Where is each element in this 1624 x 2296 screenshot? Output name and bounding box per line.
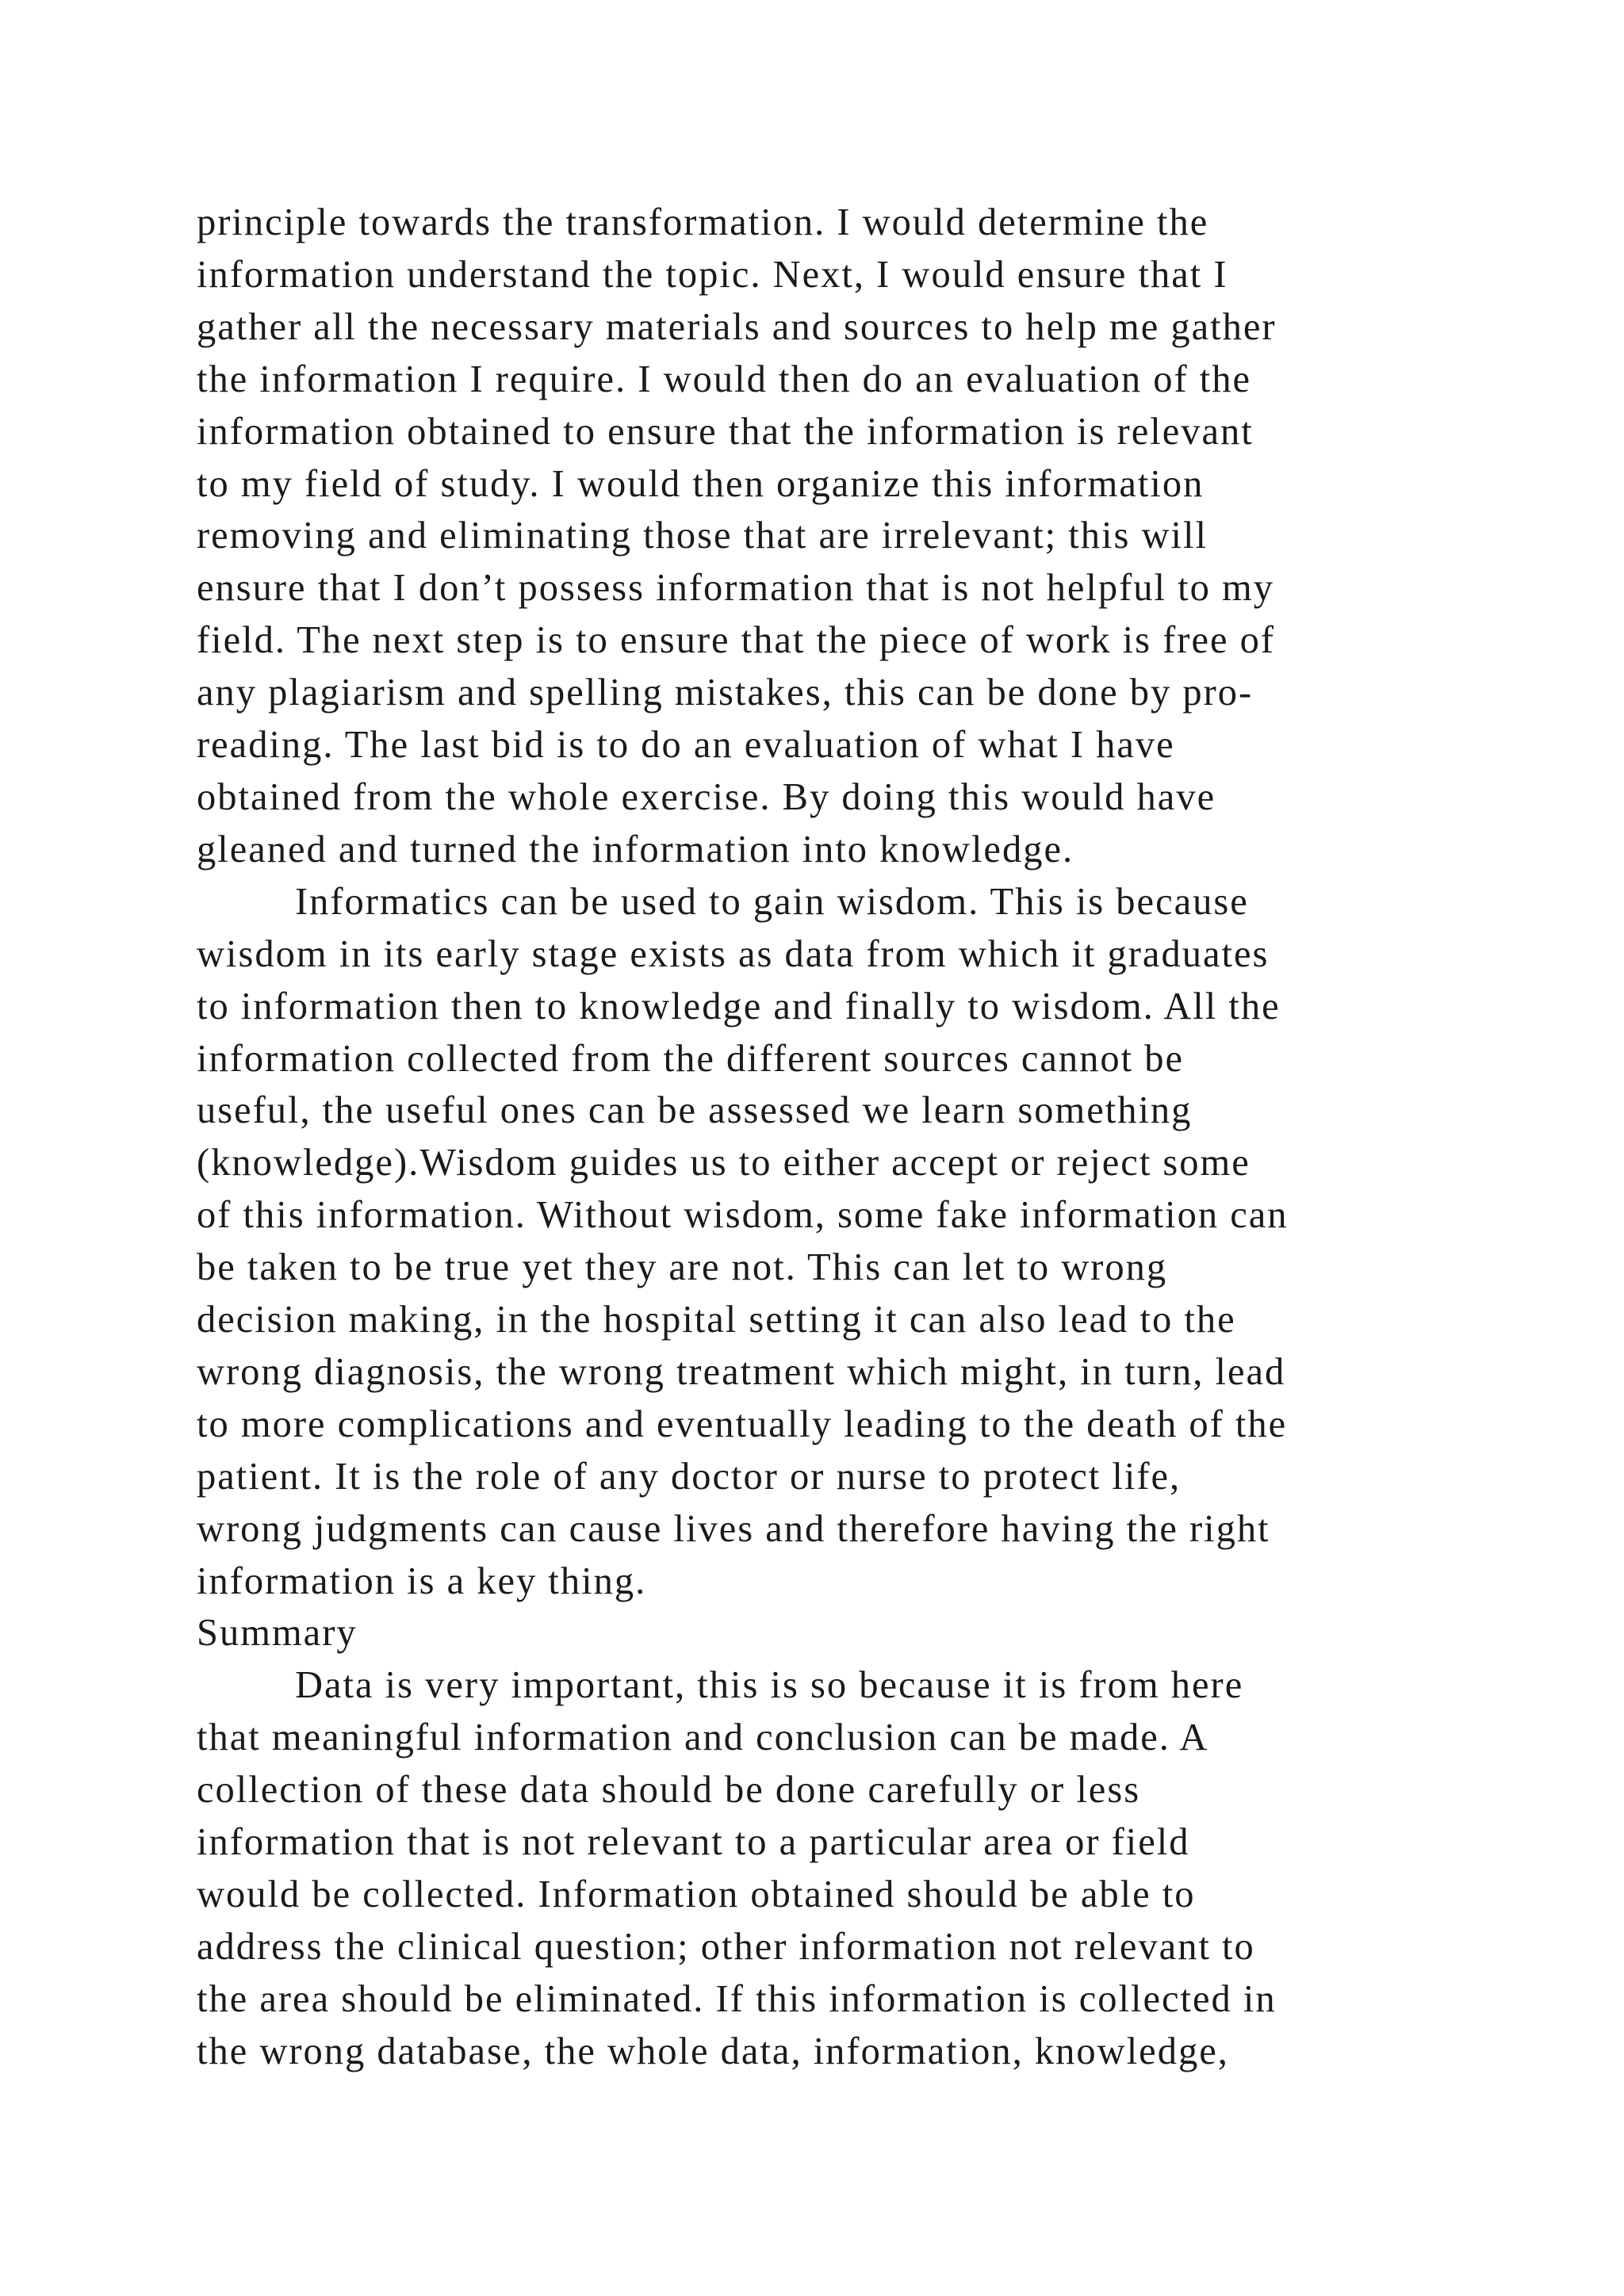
paragraph-transformation <box>197 197 1434 876</box>
text-line: information collected from the different sources cannot be <box>197 1037 1184 1080</box>
text-line: to information then to knowledge and finally to wisdom. All the <box>197 985 1281 1027</box>
text-line: the information I require. I would then do an evaluation of the <box>197 358 1252 400</box>
text-line: obtained from the whole exercise. By doing this would have <box>197 775 1216 818</box>
paragraph-informatics-wisdom <box>197 876 1434 1608</box>
paragraph-summary <box>197 1659 1434 2077</box>
text-line: be taken to be true yet they are not. This can let to wrong <box>197 1246 1168 1289</box>
text-line: information obtained to ensure that the information is relevant <box>197 410 1254 453</box>
text-line: that meaningful information and conclusion can be made. A <box>197 1716 1209 1759</box>
text-line: any plagiarism and spelling mistakes, this can be done by pro- <box>197 672 1254 714</box>
text-line: (knowledge).Wisdom guides us to either accept or reject some <box>197 1142 1251 1184</box>
text-line: the wrong database, the whole data, information, knowledge, <box>197 2030 1229 2072</box>
text-line: Informatics can be used to gain wisdom. This is because <box>295 880 1249 923</box>
text-line: wrong diagnosis, the wrong treatment which might, in turn, lead <box>197 1350 1286 1393</box>
text-line: gather all the necessary materials and sources to help me gather <box>197 305 1277 348</box>
text-line: ensure that I don’t possess information that is not helpful to my <box>197 567 1274 610</box>
text-line: information is a key thing. <box>197 1559 647 1602</box>
text-line: Data is very important, this is so because it is from here <box>295 1664 1244 1707</box>
text-line: address the clinical question; other information not relevant to <box>197 1925 1255 1968</box>
text-line: reading. The last bid is to do an evaluation of what I have <box>197 724 1175 767</box>
text-line: information that is not relevant to a particular area or field <box>197 1821 1190 1864</box>
text-line: decision making, in the hospital setting it can also lead to the <box>197 1299 1236 1341</box>
text-line: to my field of study. I would then organize this information <box>197 462 1205 505</box>
text-line: the area should be eliminated. If this information is collected in <box>197 1977 1277 2020</box>
text-line: patient. It is the role of any doctor or nurse to protect life, <box>197 1455 1182 1498</box>
text-line: information understand the topic. Next, I would ensure that I <box>197 253 1228 296</box>
text-line: wrong judgments can cause lives and therefore having the right <box>197 1507 1270 1550</box>
text-line: of this information. Without wisdom, some fake information can <box>197 1194 1289 1237</box>
text-line: field. The next step is to ensure that the piece of work is free of <box>197 619 1276 662</box>
text-line: gleaned and turned the information into knowledge. <box>197 828 1074 871</box>
text-line: removing and eliminating those that are irrelevant; this will <box>197 515 1208 557</box>
section-heading-summary: Summary <box>197 1612 358 1655</box>
text-line: wisdom in its early stage exists as data from which it graduates <box>197 932 1270 975</box>
text-line: to more complications and eventually leading to the death of the <box>197 1402 1288 1445</box>
text-line: useful, the useful ones can be assessed we learn something <box>197 1089 1193 1132</box>
text-line: collection of these data should be done carefully or less <box>197 1769 1141 1812</box>
document-body <box>197 197 1434 2078</box>
text-line: would be collected. Information obtained should be able to <box>197 1873 1196 1915</box>
text-line: principle towards the transformation. I would determine the <box>197 201 1209 243</box>
